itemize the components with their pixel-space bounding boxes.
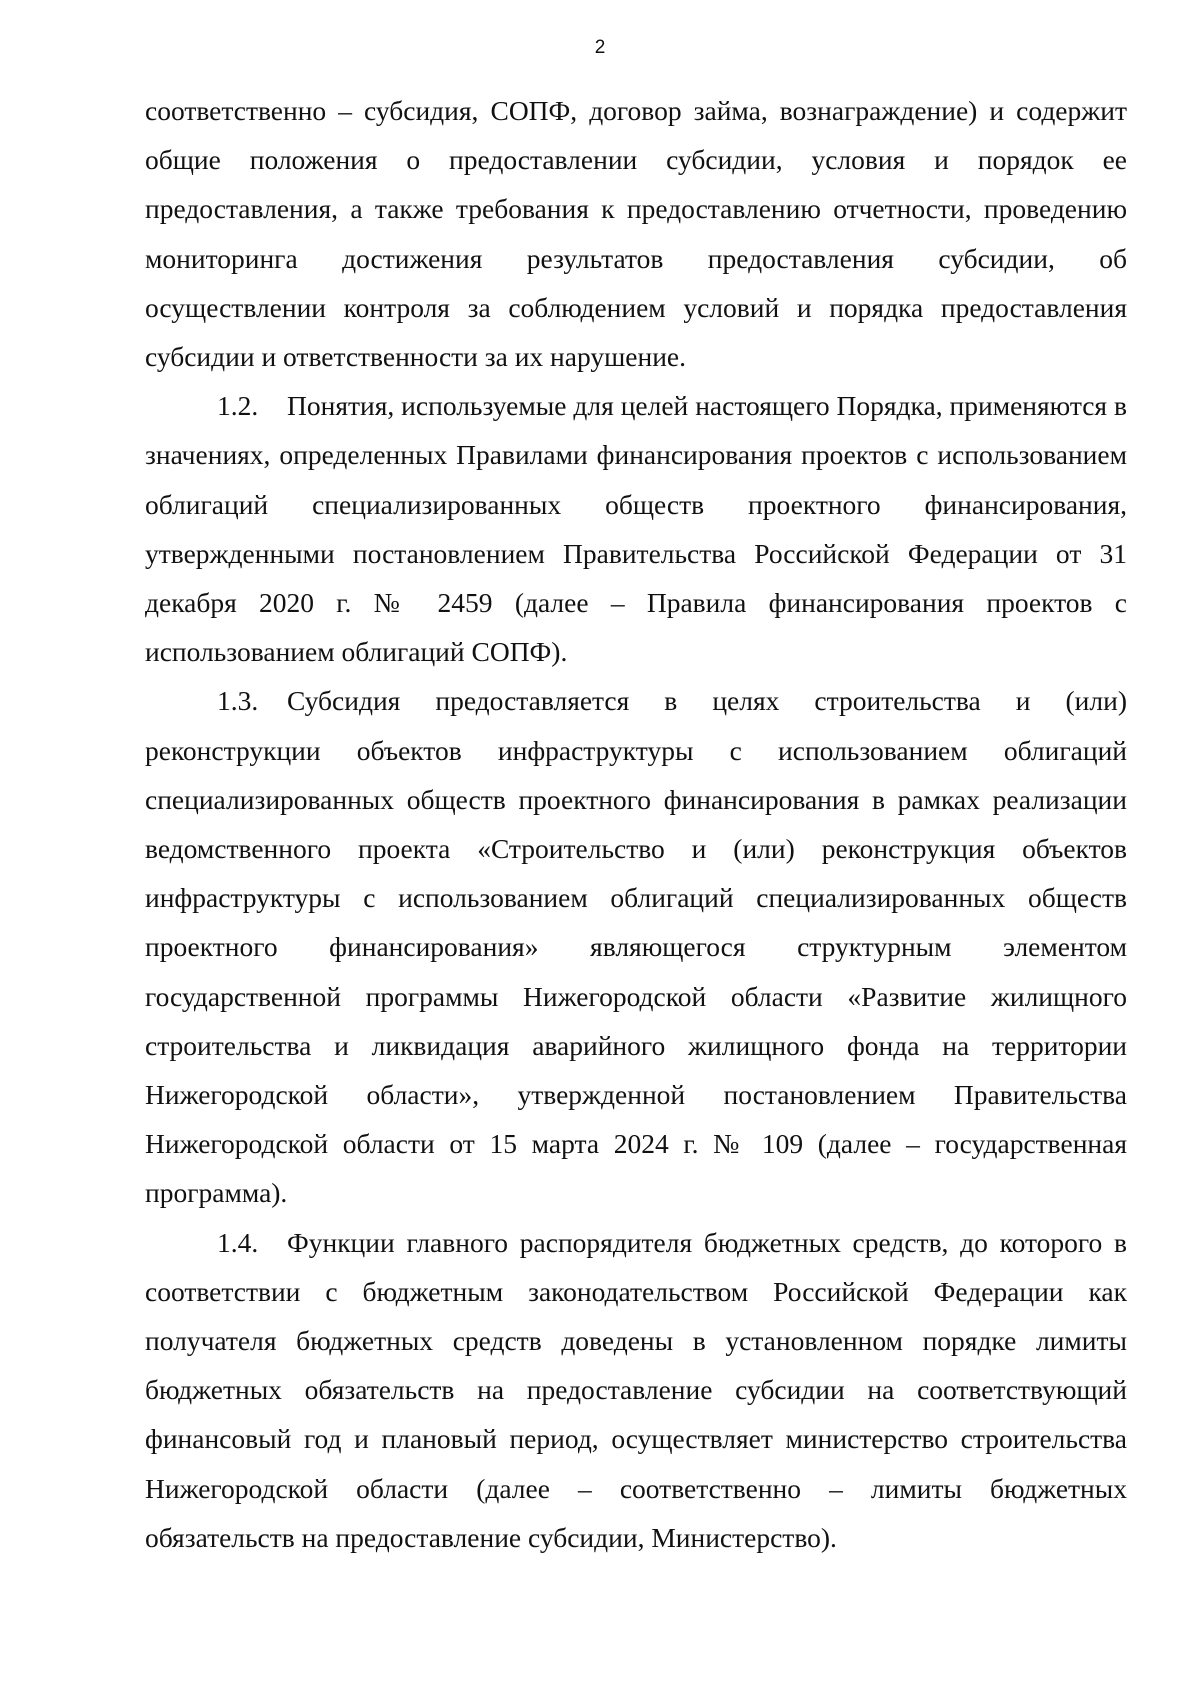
paragraph-continuation: соответственно – субсидия, СОПФ, договор займа, вознаграждение) и содержит общие положения о предоставлении субсидии, условия и порядок ее предоставления, а также требования к предоставлению отчетности, проведению мониторинга достижения результатов предоставления субсидии, об осуществлении контроля за соблюдением условий и порядка предоставления субсидии и ответственности за их нарушение.	[145, 95, 1127, 373]
paragraph-text: Понятия, используемые для целей настоящего Порядка, применяются в значениях, определенных Правилами финансирования проектов с использованием облигаций специализированных обществ проектного финансирования, утвержденными постановлением Правительства Российской Федерации от 31 декабря 2020 г. № 2459 (далее – Правила финансирования проектов с использованием облигаций СОПФ).	[145, 390, 1127, 668]
paragraph-number: 1.4.	[217, 1226, 259, 1258]
paragraph-1-4	[145, 1218, 1127, 1562]
paragraph-1-3	[145, 676, 1127, 1217]
paragraph-text: Субсидия предоставляется в целях строительства и (или) реконструкции объектов инфраструктуры с использованием облигаций специализированных обществ проектного финансирования в рамках реализации ведомственного проекта «Строительство и (или) реконструкция объектов инфраструктуры с использованием облигаций специализированных обществ проектного финансирования» являющегося структурным элементом государственной программы Нижегородской области «Развитие жилищного строительства и ликвидация аварийного жилищного фонда на территории Нижегородской области», утвержденной постановлением Правительства Нижегородской области от 15 марта 2024 г. № 109 (далее – государственная программа).	[145, 685, 1127, 1209]
document-body	[145, 86, 1127, 1562]
page-number: 2	[594, 37, 606, 58]
paragraph-number: 1.2.	[217, 390, 259, 422]
paragraph-1-2	[145, 381, 1127, 676]
paragraph-number: 1.3.	[217, 685, 259, 717]
paragraph-text: Функции главного распорядителя бюджетных средств, до которого в соответствии с бюджетным законодательством Российской Федерации как получателя бюджетных средств доведены в установленном порядке лимиты бюджетных обязательств на предоставление субсидии на соответствующий финансовый год и плановый период, осуществляет министерство строительства Нижегородской области (далее – соответственно – лимиты бюджетных обязательств на предоставление субсидии, Министерство).	[145, 1226, 1127, 1553]
